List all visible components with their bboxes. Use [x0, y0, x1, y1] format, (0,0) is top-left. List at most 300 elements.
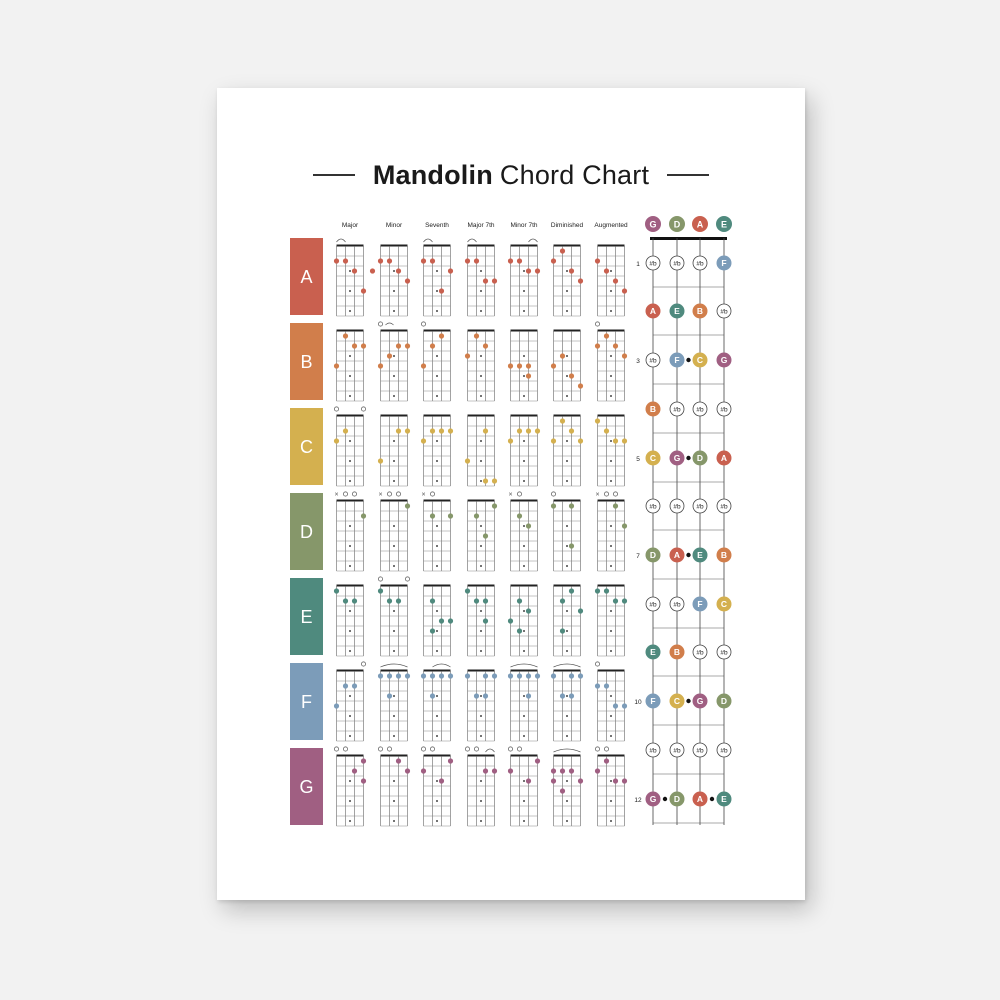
chord-nut — [381, 585, 408, 587]
note-label: E — [721, 794, 727, 804]
chord-nut — [337, 500, 364, 502]
inlay-dot — [566, 525, 568, 527]
finger-dot — [430, 343, 435, 348]
finger-dot — [387, 353, 392, 358]
finger-dot — [421, 363, 426, 368]
inlay-dot — [436, 460, 438, 462]
finger-dot — [569, 693, 574, 698]
finger-dot — [569, 268, 574, 273]
finger-dot — [517, 598, 522, 603]
finger-dot — [352, 768, 357, 773]
finger-dot — [378, 458, 383, 463]
inlay-dot — [436, 820, 438, 822]
inlay-dot — [480, 780, 482, 782]
inlay-dot — [436, 735, 438, 737]
barre-arc — [554, 664, 581, 667]
finger-dot — [439, 428, 444, 433]
chord-nut — [554, 245, 581, 247]
inlay-dot — [436, 650, 438, 652]
note-label: E — [674, 306, 680, 316]
finger-dot — [396, 428, 401, 433]
inlay-dot — [566, 695, 568, 697]
inlay-dot — [566, 610, 568, 612]
finger-dot — [430, 693, 435, 698]
inlay-dot — [480, 270, 482, 272]
chord-nut — [337, 415, 364, 417]
fret-number: 5 — [636, 456, 640, 463]
inlay-dot — [436, 395, 438, 397]
inlay-dot — [566, 715, 568, 717]
inlay-dot — [393, 525, 395, 527]
inlay-dot — [480, 735, 482, 737]
finger-dot — [448, 758, 453, 763]
inlay-dot — [566, 270, 568, 272]
finger-dot — [604, 428, 609, 433]
finger-dot — [343, 598, 348, 603]
inlay-dot — [349, 270, 351, 272]
chord-type-header: Augmented — [594, 222, 628, 229]
finger-dot — [361, 343, 366, 348]
fretboard-nut — [650, 237, 727, 240]
string-note-label: A — [696, 219, 704, 230]
open-string-marker — [421, 322, 425, 326]
open-string-marker — [517, 747, 521, 751]
chord-nut — [511, 415, 538, 417]
open-string-marker — [517, 492, 521, 496]
inlay-dot — [523, 310, 525, 312]
inlay-dot — [349, 525, 351, 527]
finger-dot — [517, 513, 522, 518]
chord-nut — [424, 330, 451, 332]
finger-dot — [604, 683, 609, 688]
fret-number: 12 — [634, 797, 642, 804]
open-string-marker — [551, 492, 555, 496]
finger-dot — [560, 353, 565, 358]
inlay-dot — [480, 440, 482, 442]
finger-dot — [535, 268, 540, 273]
inlay-dot — [566, 735, 568, 737]
finger-dot — [492, 673, 497, 678]
finger-dot — [483, 618, 488, 623]
open-string-marker — [430, 492, 434, 496]
chord-nut — [468, 415, 495, 417]
note-label: D — [673, 794, 681, 804]
inlay-dot — [523, 735, 525, 737]
chord-nut — [554, 585, 581, 587]
note-label: D — [649, 550, 657, 560]
inlay-dot — [349, 565, 351, 567]
inlay-dot — [523, 800, 525, 802]
finger-dot — [334, 438, 339, 443]
finger-dot — [508, 673, 513, 678]
finger-dot — [622, 288, 627, 293]
open-string-marker — [405, 577, 409, 581]
inlay-dot — [436, 310, 438, 312]
note-label: G — [673, 453, 681, 463]
inlay-dot — [610, 735, 612, 737]
sharp-flat-label: #b — [720, 406, 728, 414]
finger-dot — [378, 673, 383, 678]
finger-dot — [361, 758, 366, 763]
inlay-dot — [480, 395, 482, 397]
note-label: F — [650, 696, 656, 706]
root-label: F — [301, 692, 312, 712]
finger-dot — [492, 478, 497, 483]
muted-string-marker: × — [508, 491, 513, 499]
finger-dot — [448, 673, 453, 678]
finger-dot — [622, 438, 627, 443]
finger-dot — [439, 618, 444, 623]
note-label: C — [720, 599, 728, 609]
inlay-dot — [610, 610, 612, 612]
chord-type-header: Major 7th — [467, 222, 495, 229]
finger-dot — [421, 438, 426, 443]
sharp-flat-label: #b — [720, 747, 728, 755]
finger-dot — [613, 598, 618, 603]
inlay-dot — [349, 310, 351, 312]
finger-dot — [526, 673, 531, 678]
sharp-flat-label: #b — [673, 503, 681, 511]
inlay-dot — [566, 820, 568, 822]
inlay-dot — [610, 800, 612, 802]
finger-dot — [430, 673, 435, 678]
chord-nut — [598, 245, 625, 247]
sharp-flat-label: #b — [673, 406, 681, 414]
inlay-dot — [436, 545, 438, 547]
inlay-dot — [393, 480, 395, 482]
finger-dot — [352, 683, 357, 688]
open-string-marker — [361, 407, 365, 411]
inlay-dot — [393, 780, 395, 782]
root-label: D — [300, 522, 313, 542]
chord-nut — [381, 670, 408, 672]
finger-dot — [474, 258, 479, 263]
sharp-flat-label: #b — [649, 601, 657, 609]
inlay-dot — [393, 565, 395, 567]
title-rest: Chord Chart — [499, 159, 650, 190]
finger-dot — [569, 673, 574, 678]
chord-nut — [468, 245, 495, 247]
inlay-dot — [523, 460, 525, 462]
open-string-marker — [343, 492, 347, 496]
open-string-marker — [595, 747, 599, 751]
inlay-dot — [523, 525, 525, 527]
fretboard-inlay — [686, 358, 690, 362]
inlay-dot — [436, 715, 438, 717]
inlay-dot — [480, 375, 482, 377]
inlay-dot — [349, 820, 351, 822]
note-label: G — [720, 355, 728, 365]
inlay-dot — [480, 290, 482, 292]
open-string-marker — [508, 747, 512, 751]
inlay-dot — [610, 270, 612, 272]
inlay-dot — [393, 310, 395, 312]
inlay-dot — [393, 270, 395, 272]
sharp-flat-label: #b — [673, 260, 681, 268]
sharp-flat-label: #b — [696, 260, 704, 268]
finger-dot — [604, 758, 609, 763]
inlay-dot — [566, 395, 568, 397]
finger-dot — [352, 268, 357, 273]
open-string-marker — [396, 492, 400, 496]
open-string-marker — [343, 747, 347, 751]
inlay-dot — [436, 290, 438, 292]
finger-dot — [430, 428, 435, 433]
fret-number: 7 — [636, 553, 640, 560]
inlay-dot — [436, 565, 438, 567]
chord-nut — [468, 330, 495, 332]
inlay-dot — [349, 610, 351, 612]
inlay-dot — [523, 610, 525, 612]
inlay-dot — [349, 545, 351, 547]
finger-dot — [535, 428, 540, 433]
chord-nut — [337, 670, 364, 672]
inlay-dot — [436, 610, 438, 612]
sharp-flat-label: #b — [673, 747, 681, 755]
chord-nut — [511, 585, 538, 587]
fretboard-inlay — [686, 456, 690, 460]
finger-dot — [405, 768, 410, 773]
inlay-dot — [393, 290, 395, 292]
inlay-dot — [436, 270, 438, 272]
inlay-dot — [480, 650, 482, 652]
inlay-dot — [523, 290, 525, 292]
inlay-dot — [523, 545, 525, 547]
fretboard-inlay — [663, 797, 667, 801]
finger-dot — [396, 268, 401, 273]
inlay-dot — [610, 545, 612, 547]
finger-dot — [448, 618, 453, 623]
finger-dot — [430, 513, 435, 518]
inlay-dot — [480, 820, 482, 822]
finger-dot — [526, 373, 531, 378]
chord-type-header: Diminished — [550, 222, 584, 229]
open-string-marker — [465, 747, 469, 751]
inlay-dot — [349, 650, 351, 652]
finger-dot — [613, 278, 618, 283]
finger-dot — [551, 438, 556, 443]
chord-nut — [424, 415, 451, 417]
inlay-dot — [436, 440, 438, 442]
inlay-dot — [610, 695, 612, 697]
finger-dot — [378, 588, 383, 593]
finger-dot — [387, 598, 392, 603]
finger-dot — [622, 598, 627, 603]
finger-dot — [421, 258, 426, 263]
sharp-flat-label: #b — [649, 357, 657, 365]
open-string-marker — [387, 747, 391, 751]
inlay-dot — [393, 650, 395, 652]
finger-dot — [430, 258, 435, 263]
inlay-dot — [610, 630, 612, 632]
chord-nut — [468, 670, 495, 672]
inlay-dot — [393, 460, 395, 462]
finger-dot — [387, 673, 392, 678]
inlay-dot — [436, 630, 438, 632]
chord-nut — [424, 500, 451, 502]
finger-dot — [604, 588, 609, 593]
finger-dot — [526, 608, 531, 613]
finger-dot — [465, 673, 470, 678]
inlay-dot — [566, 780, 568, 782]
finger-dot — [560, 693, 565, 698]
barre-arc — [554, 749, 581, 752]
finger-dot — [508, 438, 513, 443]
finger-dot — [421, 768, 426, 773]
finger-dot — [483, 478, 488, 483]
finger-dot — [622, 703, 627, 708]
finger-dot — [405, 503, 410, 508]
muted-string-marker: × — [421, 491, 426, 499]
chord-nut — [598, 585, 625, 587]
muted-string-marker: × — [378, 491, 383, 499]
finger-dot — [595, 588, 600, 593]
finger-dot — [465, 353, 470, 358]
inlay-dot — [349, 780, 351, 782]
finger-dot — [448, 513, 453, 518]
inlay-dot — [610, 820, 612, 822]
chord-nut — [598, 415, 625, 417]
inlay-dot — [436, 780, 438, 782]
finger-dot — [613, 778, 618, 783]
inlay-dot — [610, 440, 612, 442]
inlay-dot — [610, 375, 612, 377]
barre-arc — [529, 239, 538, 242]
chord-type-header: Seventh — [425, 222, 449, 229]
chord-nut — [554, 755, 581, 757]
finger-dot — [483, 768, 488, 773]
inlay-dot — [610, 480, 612, 482]
inlay-dot — [436, 375, 438, 377]
string-note-label: E — [720, 219, 728, 230]
finger-dot — [370, 268, 375, 273]
finger-dot — [578, 778, 583, 783]
finger-dot — [508, 618, 513, 623]
finger-dot — [613, 343, 618, 348]
inlay-dot — [610, 565, 612, 567]
fretboard-inlay — [686, 699, 690, 703]
inlay-dot — [393, 440, 395, 442]
note-label: G — [649, 794, 657, 804]
muted-string-marker: × — [595, 491, 600, 499]
note-label: C — [649, 453, 657, 463]
finger-dot — [613, 438, 618, 443]
finger-dot — [387, 258, 392, 263]
inlay-dot — [349, 695, 351, 697]
chord-type-header: Minor 7th — [510, 222, 538, 229]
finger-dot — [483, 598, 488, 603]
finger-dot — [448, 428, 453, 433]
finger-dot — [517, 628, 522, 633]
finger-dot — [578, 438, 583, 443]
inlay-dot — [480, 355, 482, 357]
inlay-dot — [610, 650, 612, 652]
inlay-dot — [349, 735, 351, 737]
inlay-dot — [610, 715, 612, 717]
barre-arc — [381, 664, 408, 667]
note-label: G — [696, 696, 704, 706]
inlay-dot — [566, 480, 568, 482]
finger-dot — [560, 788, 565, 793]
finger-dot — [551, 778, 556, 783]
finger-dot — [560, 768, 565, 773]
chord-nut — [468, 500, 495, 502]
inlay-dot — [523, 820, 525, 822]
finger-dot — [334, 703, 339, 708]
chord-nut — [381, 415, 408, 417]
inlay-dot — [523, 440, 525, 442]
finger-dot — [474, 513, 479, 518]
inlay-dot — [480, 565, 482, 567]
inlay-dot — [523, 395, 525, 397]
inlay-dot — [393, 395, 395, 397]
barre-arc — [386, 323, 394, 325]
chord-nut — [554, 500, 581, 502]
barre-arc — [433, 664, 451, 667]
finger-dot — [492, 503, 497, 508]
chord-nut — [511, 245, 538, 247]
sharp-flat-label: #b — [720, 503, 728, 511]
chord-nut — [598, 500, 625, 502]
inlay-dot — [566, 355, 568, 357]
fret-number: 3 — [636, 358, 640, 365]
barre-arc — [468, 239, 477, 242]
inlay-dot — [480, 460, 482, 462]
barre-arc — [486, 749, 495, 752]
chord-nut — [381, 500, 408, 502]
chord-nut — [598, 670, 625, 672]
inlay-dot — [349, 800, 351, 802]
finger-dot — [569, 768, 574, 773]
open-string-marker — [334, 747, 338, 751]
fretboard-inlay — [686, 553, 690, 557]
chord-type-header: Minor — [385, 222, 403, 229]
finger-dot — [560, 628, 565, 633]
finger-dot — [551, 258, 556, 263]
finger-dot — [405, 278, 410, 283]
finger-dot — [439, 673, 444, 678]
finger-dot — [569, 373, 574, 378]
finger-dot — [508, 363, 513, 368]
inlay-dot — [393, 630, 395, 632]
finger-dot — [343, 428, 348, 433]
finger-dot — [613, 503, 618, 508]
root-label: C — [300, 437, 313, 457]
chord-nut — [554, 330, 581, 332]
finger-dot — [396, 598, 401, 603]
sharp-flat-label: #b — [649, 260, 657, 268]
inlay-dot — [349, 715, 351, 717]
finger-dot — [551, 673, 556, 678]
inlay-dot — [523, 355, 525, 357]
note-label: B — [720, 550, 728, 560]
finger-dot — [474, 693, 479, 698]
chord-nut — [424, 585, 451, 587]
open-string-marker — [474, 747, 478, 751]
finger-dot — [578, 608, 583, 613]
fret-number: 1 — [636, 261, 640, 268]
chord-nut — [598, 755, 625, 757]
note-label: A — [649, 306, 657, 316]
open-string-marker — [378, 747, 382, 751]
finger-dot — [465, 588, 470, 593]
finger-dot — [405, 428, 410, 433]
finger-dot — [483, 533, 488, 538]
barre-arc — [424, 239, 433, 242]
inlay-dot — [349, 290, 351, 292]
root-label: G — [299, 777, 314, 797]
inlay-dot — [349, 630, 351, 632]
